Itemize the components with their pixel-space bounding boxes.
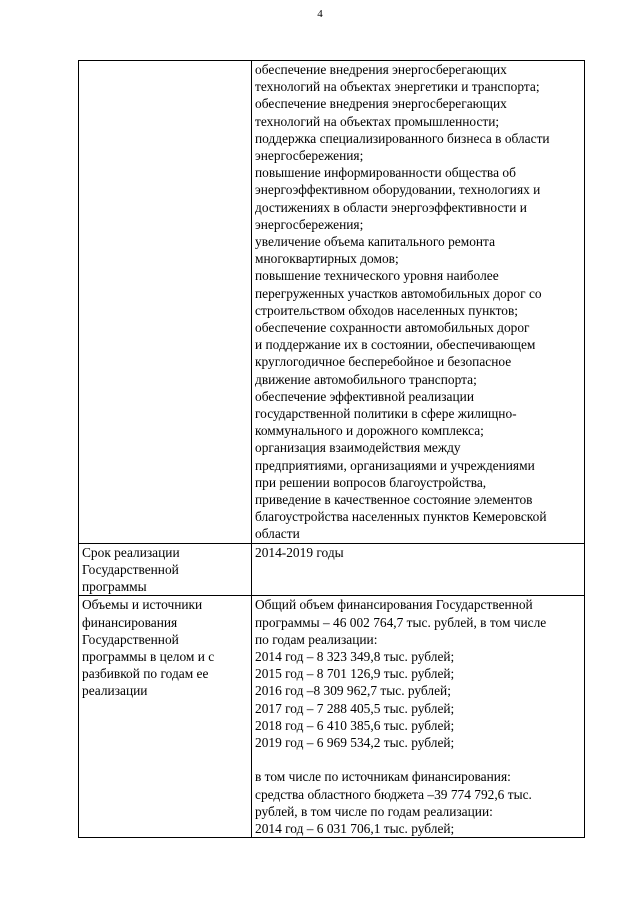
financing-value-cell [252, 596, 585, 838]
text-line: повышение технического уровня наиболее [255, 268, 499, 284]
text-line: при решении вопросов благоустройства, [255, 474, 487, 490]
text-line: коммунального и дорожного комплекса; [255, 423, 484, 439]
label-line: разбивкой по годам ее [82, 666, 209, 682]
year-amount-line: 2019 год – 6 969 534,2 тыс. рублей; [255, 734, 455, 750]
year-amount-line: 2016 год –8 309 962,7 тыс. рублей; [255, 683, 451, 699]
text-line: технологий на объектах промышленности; [255, 113, 500, 129]
text-line: движение автомобильного транспорта; [255, 371, 477, 387]
table-row-goals [79, 61, 585, 544]
text-line: увеличение объема капитального ремонта [255, 234, 496, 250]
label-line: Государственной [82, 631, 179, 647]
text-line: и поддержание их в состоянии, обеспечивающем [255, 337, 536, 353]
text-line: организация взаимодействия между [255, 440, 461, 456]
text-line: круглогодичное бесперебойное и безопасное [255, 354, 512, 370]
page-number: 4 [317, 8, 323, 20]
text-line: энергосбережения; [255, 216, 364, 232]
text-line: поддержка специализированного бизнеса в области [255, 130, 550, 146]
year-amount-line: 2014 год – 8 323 349,8 тыс. рублей; [255, 648, 455, 664]
label-line: финансирования [82, 614, 178, 630]
text-line: средства областного бюджета –39 774 792,6 тыс. [255, 786, 532, 802]
text-line: рублей, в том числе по годам реализации: [255, 803, 493, 819]
text-line: обеспечение внедрения энергосберегающих [255, 96, 507, 112]
goals-list-cell [252, 61, 585, 544]
text-line: приведение в качественное состояние элементов [255, 492, 533, 508]
table-row-period [79, 543, 585, 596]
text-line: энергосбережения; [255, 148, 364, 164]
text-line: программы – 46 002 764,7 тыс. рублей, в том числе [255, 614, 547, 630]
text-line: государственной политики в сфере жилищно- [255, 406, 517, 422]
year-amount-line: 2014 год – 6 031 706,1 тыс. рублей; [255, 820, 455, 836]
period-label-cell [79, 543, 252, 596]
text-line: перегруженных участков автомобильных дорог со [255, 285, 542, 301]
year-amount-line: 2017 год – 7 288 405,5 тыс. рублей; [255, 700, 455, 716]
text-line: технологий на объектах энергетики и транспорта; [255, 79, 540, 95]
row-label-empty [79, 61, 252, 544]
label-line: Государственной [82, 561, 179, 577]
label-line: реализации [82, 683, 148, 699]
text-line: достижениях в области энергоэффективности и [255, 199, 527, 215]
blank-line [255, 751, 581, 768]
text-line: в том числе по источникам финансирования: [255, 769, 511, 785]
text-line: Общий объем финансирования Государственной [255, 597, 533, 613]
table-row-financing [79, 596, 585, 838]
text-line: многоквартирных домов; [255, 251, 399, 267]
text-line: обеспечение эффективной реализации [255, 388, 475, 404]
label-line: Объемы и источники [82, 597, 203, 613]
text-line: обеспечение сохранности автомобильных дорог [255, 320, 530, 336]
label-line: Срок реализации [82, 544, 180, 560]
text-line: энергоэффективном оборудовании, технологиях и [255, 182, 541, 198]
text-line: предприятиями, организациями и учреждениями [255, 457, 535, 473]
year-amount-line: 2018 год – 6 410 385,6 тыс. рублей; [255, 717, 455, 733]
label-line: программы [82, 579, 147, 595]
text-line: благоустройства населенных пунктов Кемеровской [255, 509, 547, 525]
program-passport-table [78, 60, 585, 838]
text-line: строительством обходов населенных пунктов; [255, 302, 518, 318]
text-line: по годам реализации: [255, 631, 378, 647]
period-value: 2014-2019 годы [255, 544, 344, 560]
text-line: области [255, 526, 300, 542]
year-amount-line: 2015 год – 8 701 126,9 тыс. рублей; [255, 666, 455, 682]
text-line: повышение информированности общества об [255, 165, 516, 181]
financing-label-cell [79, 596, 252, 838]
text-line: обеспечение внедрения энергосберегающих [255, 62, 507, 77]
period-value-cell [252, 543, 585, 596]
label-line: программы в целом и с [82, 648, 215, 664]
